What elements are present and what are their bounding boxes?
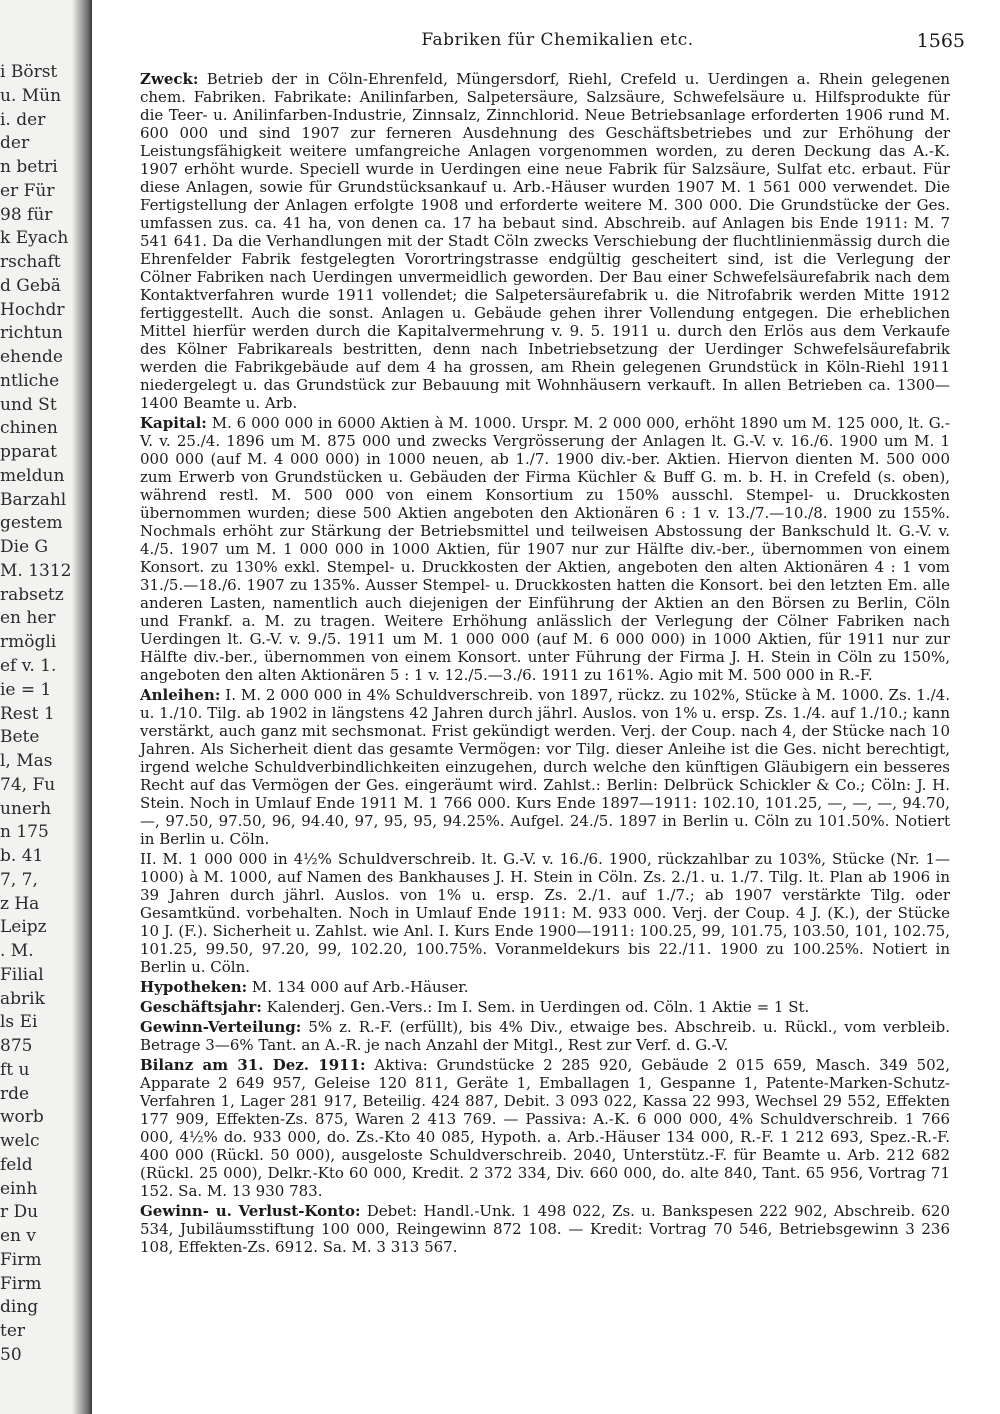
adjacent-page-fragment: meldun: [0, 466, 65, 486]
adjacent-page-fragment: r Du: [0, 1202, 39, 1222]
adjacent-page-fragment: ft u: [0, 1060, 30, 1080]
adjacent-page-fragment: Die G: [0, 537, 49, 557]
adjacent-page-fragment: er Für: [0, 181, 55, 201]
adjacent-page-fragment: ter: [0, 1321, 26, 1341]
section-lead: Geschäftsjahr:: [140, 998, 262, 1016]
paragraph-text: Kalenderj. Gen.-Vers.: Im I. Sem. in Uerdingen od. Cöln. 1 Aktie = 1 St.: [266, 998, 810, 1016]
section-lead: Gewinn-Verteilung:: [140, 1018, 302, 1036]
adjacent-page-fragment: d Gebä: [0, 276, 61, 296]
adjacent-page-fragment: l, Mas: [0, 751, 53, 771]
adjacent-page-fragment: ie = 1: [0, 680, 52, 700]
adjacent-page-fragment: n 175: [0, 822, 49, 842]
adjacent-page-fragment: Bete: [0, 727, 40, 747]
adjacent-page-fragment: chinen: [0, 418, 58, 438]
text-paragraph: [140, 998, 950, 1016]
adjacent-page-fragment: ding: [0, 1297, 39, 1317]
running-title: Fabriken für Chemikalien etc.: [421, 30, 694, 50]
adjacent-page-fragment: feld: [0, 1155, 33, 1175]
adjacent-page-fragment: ehende: [0, 347, 63, 367]
adjacent-page-fragment: abrik: [0, 989, 45, 1009]
adjacent-page-fragment: . M.: [0, 941, 34, 961]
adjacent-page-fragment: Leipz: [0, 917, 47, 937]
paragraph-text: I. M. 2 000 000 in 4% Schuldverschreib. von 1897, rückz. zu 102%, Stücke à M. 1000. Zs. 1./4. u. 1./10. Tilg. ab 1902 in längstens 42 Jahren durch jährl. Auslos. von 1% u. ersp. Zs. 1./4. auf 1./10.; kann verstärkt, auch ganz mit sechsmonat. Frist gekündigt werden. Verj. der Coup. nach 4, der Stücke nach 10 Jahren. Als Sicherheit dient das gesamte Vermögen: vor Tilg. dieser Anleihe ist die Ges. nicht berechtigt, irgend welche Schuldverbindlichkeiten einzugehen, durch welche den künftigen Gläubigern ein besseres Recht auf das Vermögen der Ges. eingeräumt wird. Zahlst.: Berlin: Delbrück Schickler & Co.; Cöln: J. H. Stein. Noch in Umlauf Ende 1911 M. 1 766 000. Kurs Ende 1897—1911: 102.10, 101.25, —, —, —, 94.70, —, 97.50, 97.50, 96, 94.40, 97, 95, 95, 94.25%. Aufgel. 24./5. 1897 in Berlin u. Cöln zu 101.50%. Notiert in Berlin u. Cöln.: [140, 686, 950, 848]
adjacent-page-fragment: z Ha: [0, 894, 40, 914]
adjacent-page-fragment: i Börst: [0, 62, 58, 82]
adjacent-page-fragment: M. 1312: [0, 561, 72, 581]
adjacent-page-fragment: en v: [0, 1226, 37, 1246]
adjacent-page-fragment: ls Ei: [0, 1012, 38, 1032]
adjacent-page-fragment: Firm: [0, 1274, 42, 1294]
adjacent-page-margin: [0, 0, 92, 1414]
section-lead: Anleihen:: [140, 686, 221, 704]
adjacent-page-fragment: i. der: [0, 110, 46, 130]
adjacent-page-fragment: rde: [0, 1084, 30, 1104]
adjacent-page-fragment: 875: [0, 1036, 33, 1056]
main-text-column: [140, 70, 950, 1258]
section-lead: Bilanz am 31. Dez. 1911:: [140, 1056, 366, 1074]
adjacent-page-fragment: und St: [0, 395, 57, 415]
section-lead: Gewinn- u. Verlust-Konto:: [140, 1202, 361, 1220]
adjacent-page-fragment: pparat: [0, 442, 57, 462]
paragraph-text: M. 134 000 auf Arb.-Häuser.: [251, 978, 469, 996]
section-lead: Kapital:: [140, 414, 207, 432]
adjacent-page-fragment: rabsetz: [0, 585, 64, 605]
paragraph-text: II. M. 1 000 000 in 4½% Schuldverschreib. lt. G.-V. v. 16./6. 1900, rückzahlbar zu 103%, Stücke (Nr. 1—1000) à M. 1000, auf Namen des Bankhauses J. H. Stein in Cöln. Zs. 2./1. u. 1./7. Tilg. lt. Plan ab 1906 in 39 Jahren durch jährl. Auslos. von 1% u. ersp. Zs. 2./1. auf 1./7.; ab 1907 verstärkte Tilg. oder Gesamtkünd. vorbehalten. Noch in Umlauf Ende 1911: M. 933 000. Verj. der Coup. 4 J. (K.), der Stücke 10 J. (F.). Sicherheit u. Zahlst. wie Anl. I. Kurs Ende 1900—1911: 100.25, 99, 101.75, 103.50, 101, 102.75, 101.25, 99.50, 97.20, 99, 102.20, 100.75%. Voranmeldekurs bis 22./11. 1900 zu 100.25%. Notiert in Berlin u. Cöln.: [140, 850, 950, 976]
adjacent-page-fragment: ef v. 1.: [0, 656, 57, 676]
adjacent-page-fragment: u. Mün: [0, 86, 62, 106]
text-paragraph: [140, 1018, 950, 1054]
text-paragraph: [140, 70, 950, 412]
adjacent-page-fragment: k Eyach: [0, 228, 69, 248]
paragraph-text: M. 6 000 000 in 6000 Aktien à M. 1000. Urspr. M. 2 000 000, erhöht 1890 um M. 125 000, lt. G.-V. v. 25./4. 1896 um M. 875 000 und zwecks Vergrösserung der Anlagen lt. G.-V. v. 16./6. 1900 um M. 1 000 000 (auf M. 4 000 000) in 1000 neuen, ab 1./7. 1900 div.-ber. Aktien. Hiervon dienten M. 500 000 zum Erwerb von Grundstücken u. Gebäuden der Firma Küchler & Buff G. m. b. H. in Crefeld (s. oben), während restl. M. 500 000 von einem Konsortium zu 150% ausschl. Stempel- u. Druckkosten übernommen wurden; diese 500 Aktien angeboten den Aktionären 6 : 1 v. 13./7.—10./8. 1900 zu 155%. Nochmals erhöht zur Stärkung der Betriebsmittel und teilweisen Abstossung der Bankschuld lt. G.-V. v. 4./5. 1907 um M. 1 000 000 in 1000 Aktien, für 1907 nur zur Hälfte div.-ber., übernommen von einem Konsort. zu 130% exkl. Stempel- u. Druckkosten der Aktien, angeboten den alten Aktionären 4 : 1 vom 31./5.—18./6. 1907 zu 135%. Ausser Stempel- u. Druckkosten hatten die Konsort. bei den letzten Em. alle anderen Lasten, namentlich auch diejenigen der Einführung der Aktien an den Börsen zu Berlin, Cöln und Frankf. a. M. zu tragen. Weitere Erhöhung anlässlich der Verlegung der Cölner Fabriken nach Uerdingen lt. G.-V. v. 9./5. 1911 um M. 1 000 000 (auf M. 6 000 000) in 1000 Aktien, für 1911 nur zur Hälfte div.-ber., übernommen von einem Konsort. unter Führung der Firma J. H. Stein in Cöln zu 150%, angeboten den alten Aktionären 5 : 1 v. 12./5.—3./6. 1911 zu 161%. Agio mit M. 500 000 in R.-F.: [140, 414, 950, 684]
text-paragraph: [140, 850, 950, 976]
text-paragraph: [140, 414, 950, 684]
adjacent-page-fragment: rmögli: [0, 632, 57, 652]
adjacent-page-fragment: richtun: [0, 323, 63, 343]
adjacent-page-fragment: Hochdr: [0, 300, 65, 320]
adjacent-page-fragment: 7, 7,: [0, 870, 38, 890]
paragraph-text: Betrieb der in Cöln-Ehrenfeld, Müngersdorf, Riehl, Crefeld u. Uerdingen a. Rhein gelegenen chem. Fabriken. Fabrikate: Anilinfarben, Salpetersäure, Salzsäure, Schwefelsäure u. Hilfsprodukte für die Teer- u. Anilinfarben-Industrie, Zinnsalz, Zinnchlorid. Neue Betriebsanlage erforderten 1906 rund M. 600 000 und sind 1907 zur ferneren Ausdehnung des Geschäftsbetriebes und zur Erhöhung der Leistungsfähigkeit weitere umfangreiche Anlagen vorgenommen worden, zu deren Deckung das A.-K. 1907 erhöht wurde. Speciell wurde in Uerdingen eine neue Fabrik für Salzsäure, Sulfat etc. erbaut. Für diese Anlagen, sowie für Grundstücksankauf u. Arb.-Häuser wurden 1907 M. 1 561 000 verwendet. Die Fertigstellung der Anlagen erfolgte 1908 und erforderte weitere M. 300 000. Die Grundstücke der Ges. umfassen zus. ca. 41 ha, von denen ca. 17 ha bebaut sind. Abschreib. auf Anlagen bis Ende 1911: M. 7 541 641. Da die Verhandlungen mit der Stadt Cöln zwecks Verschiebung der fluchtlinienmässig durch die Ehrenfelder Fabrik festgelegten Vorortringstrasse endgültig gescheitert sind, ist die Verlegung der Cölner Fabriken nach Uerdingen unvermeidlich geworden. Der Bau einer Schwefelsäurefabrik nach dem Kontaktverfahren wurde 1911 vollendet; die Salpetersäurefabrik u. die Nitrofabrik werden Mitte 1912 fertiggestellt. Auch die sonst. Anlagen u. Gebäude gehen ihrer Vollendung entgegen. Die erheblichen Mittel hierfür werden durch die Kapitalvermehrung v. 9. 5. 1911 u. durch den Erlös aus dem Verkaufe des Kölner Fabrikareals bestritten, denn nach Inbetriebsetzung der Uerdinger Schwefelsäurefabrik werden die Fabrikgebäude auf dem 4 ha grossen, am Rhein gelegenen Grundstück in Köln-Riehl 1911 niedergelegt u. das Grundstück zur Bebauung mit Wohnhäusern verkauft. In allen Betrieben ca. 1300—1400 Beamte u. Arb.: [140, 70, 950, 412]
adjacent-page-fragment: gestem: [0, 513, 63, 533]
adjacent-page-fragment: en her: [0, 608, 56, 628]
adjacent-page-fragment: der: [0, 133, 30, 153]
adjacent-page-fragment: 98 für: [0, 205, 53, 225]
section-lead: Zweck:: [140, 70, 199, 88]
text-paragraph: [140, 1202, 950, 1256]
adjacent-page-fragment: rschaft: [0, 252, 61, 272]
adjacent-page-fragment: n betri: [0, 157, 58, 177]
paragraph-text: 5% z. R.-F. (erfüllt), bis 4% Div., etwaige bes. Abschreib. u. Rückl., vom verbleib. Betrage 3—6% Tant. an A.-R. je nach Anzahl der Mitgl., Rest zur Verf. d. G.-V.: [140, 1018, 950, 1054]
adjacent-page-fragment: Barzahl: [0, 490, 67, 510]
adjacent-page-fragment: worb: [0, 1107, 44, 1127]
adjacent-page-fragment: einh: [0, 1179, 38, 1199]
adjacent-page-fragment: 50: [0, 1345, 22, 1365]
paragraph-text: Aktiva: Grundstücke 2 285 920, Gebäude 2 015 659, Masch. 349 502, Apparate 2 649 957, Geleise 120 811, Geräte 1, Emballagen 1, Gespanne 1, Patente-Marken-Schutz-Verfahren 1, Lager 281 917, Beteilig. 424 887, Debit. 3 093 022, Kassa 22 993, Wechsel 29 552, Effekten 177 909, Effekten-Zs. 875, Waren 2 413 769. — Passiva: A.-K. 6 000 000, 4% Schuldverschreib. 1 766 000, 4½% do. 933 000, do. Zs.-Kto 40 085, Hypoth. a. Arb.-Häuser 134 000, R.-F. 1 212 693, Spez.-R.-F. 400 000 (Rückl. 50 000), ausgeloste Schuldverschreib. 2040, Unterstütz.-F. für Beamte u. Arb. 212 682 (Rückl. 25 000), Delkr.-Kto 60 000, Kredit. 2 372 334, Div. 660 000, do. alte 840, Tant. 65 956, Vortrag 71 152. Sa. M. 13 930 783.: [140, 1056, 950, 1200]
page-number: 1565: [916, 30, 965, 52]
adjacent-page-fragment: b. 41: [0, 846, 44, 866]
section-lead: Hypotheken:: [140, 978, 248, 996]
adjacent-page-fragment: Firm: [0, 1250, 42, 1270]
page-header: [150, 30, 965, 60]
adjacent-page-fragment: welc: [0, 1131, 40, 1151]
adjacent-page-fragment: Filial: [0, 965, 44, 985]
adjacent-page-fragment: 74, Fu: [0, 775, 56, 795]
adjacent-page-fragment: ntliche: [0, 371, 60, 391]
text-paragraph: [140, 1056, 950, 1200]
adjacent-page-fragment: Rest 1: [0, 704, 55, 724]
text-paragraph: [140, 686, 950, 848]
adjacent-page-fragment: unerh: [0, 799, 52, 819]
text-paragraph: [140, 978, 950, 996]
paragraph-text: Debet: Handl.-Unk. 1 498 022, Zs. u. Bankspesen 222 902, Abschreib. 620 534, Jubiläumsstiftung 100 000, Reingewinn 872 108. — Kredit: Vortrag 70 546, Betriebsgewinn 3 236 108, Effekten-Zs. 6912. Sa. M. 3 313 567.: [140, 1202, 950, 1256]
